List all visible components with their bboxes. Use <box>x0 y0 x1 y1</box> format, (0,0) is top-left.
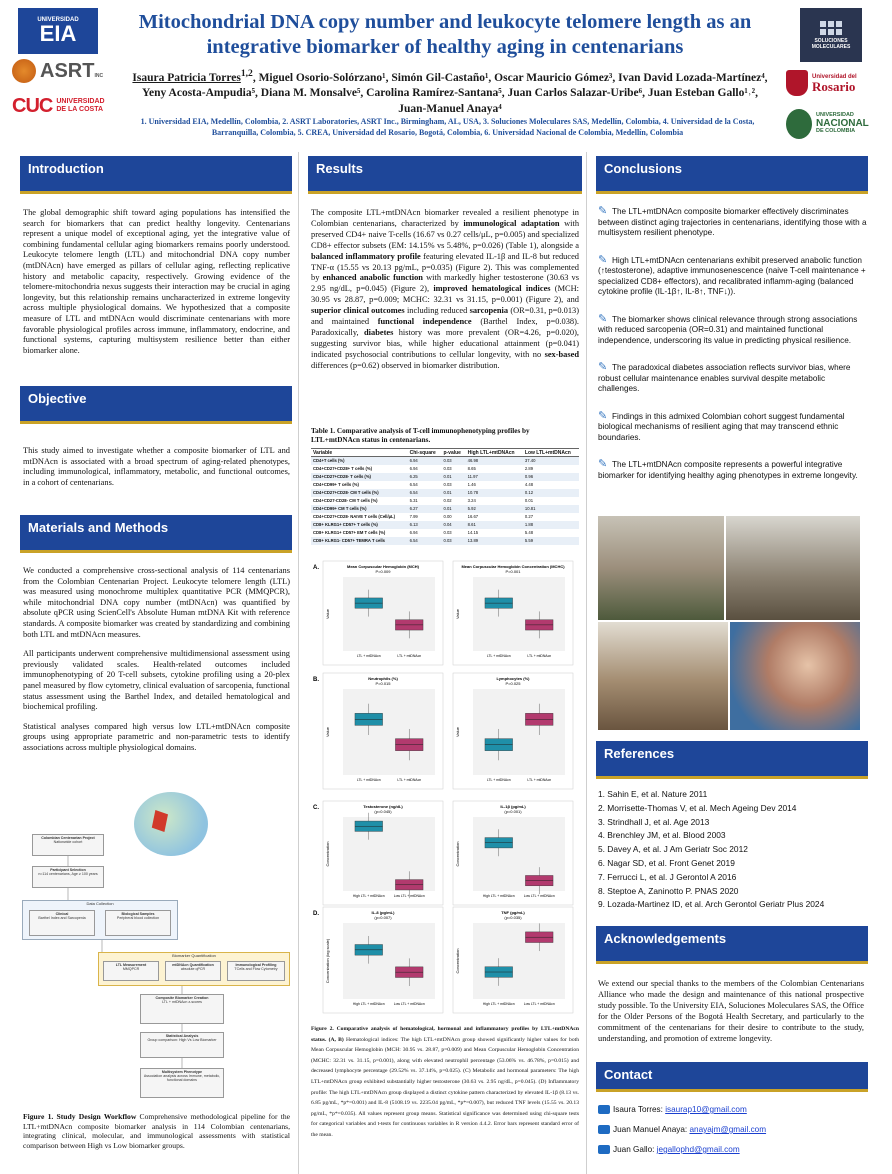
table1-header: Chi-square <box>409 449 436 456</box>
table1-cell: 8.65 <box>467 466 476 471</box>
figure2-panel-pvalue: (p=0.045) <box>374 809 392 814</box>
figure2-x-tick: LTL + mtDNAcn <box>527 778 552 782</box>
figure2-y-label: Value <box>325 609 330 619</box>
pin-icon: ✎ <box>598 458 608 470</box>
table1-cell: CD4+CD27+CD28+ T cells (%) <box>313 466 372 471</box>
flow-group-data-collection <box>22 900 178 940</box>
introduction-text: The global demographic shift toward aging populations has intensified the search for biomarkers that can predict healthy longevity. Centenarians represent a unique model of exceptional aging, yet the integrative value of combining fundamental cellular aging biomarkers remains poorly understood. Leukocyte telomere length (LTL) and mitochondrial DNA copy number (mtDNAcn) have emerged as pillars of cellular aging, reflecting replicative history and metabolic capacity, respectively. Growing evidence of the telomere-mitochondria nexus suggests their interaction may be crucial in aging longevity, but this relationship remains uncharacterized in extreme longevity across multiple physiological domains. We hypothesized that a composite measure of LTL and mtDNAcn would discriminate centenarians with more favorable physiological profiles across immune, inflammatory, endocrine, and functional systems, capturing multisystem resilience better than either biomarker alone. <box>23 208 290 355</box>
table1-cell: 6.94 <box>409 530 418 535</box>
reference-item: 5. Davey A, et al. J Am Geriatr Soc 2012 <box>598 844 748 855</box>
figure2-panel-title: TNF (pg/mL) <box>501 910 525 915</box>
figure2-plot-area <box>473 577 565 651</box>
flow-group-quantification-label: Biomarker Quantification <box>172 953 216 958</box>
table1-header: Low LTL+mtDNAcn <box>524 449 571 456</box>
flow-group-quantification <box>98 952 290 986</box>
lead-author-affil: 1,2 <box>240 68 253 79</box>
table1-cell: 13.89 <box>466 537 523 545</box>
figure2-panel-title: IL-8 (pg/mL) <box>371 910 395 915</box>
table1-cell: 1.46 <box>467 482 476 487</box>
table1-row <box>311 489 579 497</box>
conclusion-item <box>598 206 868 239</box>
lead-author: Isaura Patricia Torres <box>132 71 241 84</box>
pin-icon: ✎ <box>598 312 608 325</box>
table1-cell: 11.97 <box>466 473 523 481</box>
unal-seal-icon <box>786 109 812 139</box>
table1-cell: 10.81 <box>523 505 579 513</box>
unal-logo-top: UNIVERSIDAD <box>816 111 854 118</box>
eia-logo-top: UNIVERSIDAD <box>37 17 79 23</box>
table1-row <box>311 521 579 529</box>
rosario-logo <box>786 66 886 100</box>
flow-box-ltl <box>103 961 159 981</box>
figure2-caption <box>311 1024 579 1141</box>
poster-header <box>0 0 892 152</box>
table1-cell: 0.00 <box>443 514 452 519</box>
figure2-x-tick: LTL + mtDNAcn <box>356 778 381 782</box>
figure2-x-tick: LTL + mtDNAcn <box>486 778 511 782</box>
contact-email-link[interactable]: anayajm@gmail.com <box>689 1125 767 1134</box>
flow-box-samples-sub: Peripheral blood collection <box>116 916 160 920</box>
results-segment: history was more prevalent (OR=4.26, p=0.020), suggesting survivor bias, while higher educational attainment (p=0.041) indicated psychosocial contributions to cellular longevity, with no <box>311 327 579 359</box>
flow-box-phenotype <box>140 1068 224 1098</box>
table1-row <box>311 473 579 481</box>
table1-cell: CD4+CD27+CD28- NAIVE T cells (Cell/µL) <box>313 514 395 519</box>
unal-logo <box>786 104 886 144</box>
results-segment: (OR=0.31, p=0.013) and maintained <box>311 306 580 327</box>
table1-cell: 0.04 <box>441 521 465 529</box>
flow-box-mtdna <box>165 961 221 981</box>
methods-text <box>23 566 290 763</box>
flow-box-composite-sub: LTL + mtDNAcn z-scores <box>162 1000 202 1004</box>
figure2-y-label: Concentration (log scale) <box>325 938 330 984</box>
results-segment: (MCH: 30.95 vs 28.87, p=0.009; MCHC: 32.31 vs 31.15, p=0.001) (Figure 2), and <box>311 284 579 305</box>
table1-cell: 0.03 <box>441 457 465 465</box>
table1-cell: 6.54 <box>408 489 442 497</box>
asrt-logo-inc: INC <box>94 73 104 79</box>
figure2-svg <box>311 555 579 1015</box>
email-icon <box>598 1125 610 1134</box>
flow-box-mtdna-sub: absolute qPCR <box>180 967 206 971</box>
results-segment: differences (p=0.62) observed in biomarker distribution. <box>311 360 500 370</box>
table1-cell: 0.03 <box>441 537 465 545</box>
flow-box-cohort-title: Colombian Centenarian Project <box>41 836 95 840</box>
figure2-panel-title: Mean Corpuscular Hemoglobin (MCH) <box>346 564 420 569</box>
author-list <box>130 66 770 117</box>
section-objective: Objective <box>20 386 292 424</box>
conclusion-item <box>598 362 868 395</box>
email-icon <box>598 1105 610 1114</box>
table1-cell: CD4+CD27+CD28- T cells (%) <box>311 473 408 481</box>
results-segment: (Barthel Index, p=0.038). Paradoxically, <box>311 317 579 337</box>
table1-cell: 6.25 <box>408 473 442 481</box>
figure2-panel-label: B. <box>313 677 319 683</box>
results-highlight: sex-based <box>544 349 579 359</box>
table1-cell: 46.98 <box>466 457 523 465</box>
table1-cell: 0.27 <box>524 514 534 519</box>
table1-cell: CD4+CD99+ T cells (%) <box>313 482 359 487</box>
flow-box-mtdna-title: mtDNAcn Quantification <box>172 963 214 967</box>
table1-cell: 4.48 <box>524 482 534 487</box>
figure1-workflow <box>22 790 290 1106</box>
eia-logo-text: EIA <box>39 21 77 46</box>
methods-paragraph: All participants underwent comprehensive multidimensional assessment using previously validated scales. Health-related outcomes included immunophenotyping of 20 T-cell subsets, cytokine profiling using a 20-plex panel measured by flow cytometry, clinical evaluation of sarcopenia, functional status assessment using the Barthel Index, and detailed hematological and biochemical profiling. <box>23 649 290 712</box>
pin-icon: ✎ <box>598 409 608 422</box>
table1-cell: 0.03 <box>443 466 452 471</box>
contact-email-link[interactable]: isaurap10@gmail.com <box>665 1105 747 1114</box>
figure2-x-tick: High LTL + mtDNAcn <box>352 1002 385 1006</box>
photo-centenarian-portrait <box>730 622 860 730</box>
table1-row <box>311 537 579 545</box>
figure1-caption-title: Figure 1. Study Design Workflow <box>23 1112 137 1121</box>
table1-header: p-value <box>443 449 461 456</box>
reference-item: 8. Steptoe A, Zaninotto P. PNAS 2020 <box>598 885 739 896</box>
figure2-x-tick: LTL + mtDNAcn <box>397 654 422 658</box>
rosario-shield-icon <box>786 70 808 96</box>
contact-name: Juan Manuel Anaya: <box>613 1125 690 1134</box>
sm-logo-text: SOLUCIONES MOLECULARES <box>811 37 851 50</box>
cuc-logo-name: UNIVERSIDAD DE LA COSTA <box>56 98 105 113</box>
flow-box-composite <box>140 994 224 1024</box>
table1-cell: 16.67 <box>467 514 479 519</box>
reference-item: 4. Brenchley JM, et al. Blood 2003 <box>598 830 726 841</box>
section-references: References <box>596 741 868 779</box>
table1-cell: 6.54 <box>409 482 418 487</box>
figure2-caption-title: Figure 2. Comparative analysis of hematological, hormonal and inflammatory profiles by LTL+mtDNAcn status. (A, B) <box>311 1026 579 1043</box>
conclusions-list <box>598 206 868 497</box>
methods-paragraph: We conducted a comprehensive cross-sectional analysis of 114 centenarians from the Colombian Centenarian Project. Leukocyte telomere length (LTL) was measured using monochrome multiplex quantitative PCR (MMQPCR), while mitochondrial DNA copy number (mtDNAcn) was quantified by absolute qPCR using ScienCell's Absolute Human mtDNA Kit with reference standards. A composite biomarker was created by standardizing and combining both LTL and mtDNAcn measures. <box>23 566 290 639</box>
contact-item <box>598 1120 858 1140</box>
table1-cell: CD8+ KLRG1+ CD57+ EM T cells (%) <box>313 530 386 535</box>
table1-cell: 2.89 <box>524 466 534 471</box>
figure2-x-tick: High LTL + mtDNAcn <box>482 894 515 898</box>
photo-centenarians-group-1 <box>598 516 724 620</box>
table1-grid <box>311 448 579 545</box>
figure2-plot-area <box>343 689 435 775</box>
figure2-x-tick: LTL + mtDNAcn <box>486 654 511 658</box>
conclusion-text: The paradoxical diabetes association reflects survivor bias, where robust cellular maintenance enables survival despite metabolic challenges. <box>598 363 851 393</box>
figure2-x-tick: LTL + mtDNAcn <box>527 654 552 658</box>
flow-box-immuno-sub: TCells and Flow Cytometry <box>234 967 278 971</box>
table1-cell: 6.94 <box>408 457 442 465</box>
table1-cell: 0.96 <box>523 473 579 481</box>
table1-cell: 6.13 <box>408 521 442 529</box>
results-segment: with preserved CD4+ naive T-cells (16.67 vs 0.27 cells/μL, p=0.005) and specialized CD8+ effector subsets (EM: 14.15% vs 5.48%, p=0.026) (Table 1), alongside a <box>311 218 580 250</box>
flow-box-selection <box>32 866 104 888</box>
table1-cell: 5.92 <box>466 505 523 513</box>
figure2-panel-title: Mean Corpuscular Hemoglobin Concentration (MCHC) <box>461 564 565 569</box>
email-icon <box>598 1145 610 1154</box>
pin-icon: ✎ <box>598 205 608 217</box>
photo-centenarians-group-2 <box>726 516 860 620</box>
table1-cell: CD4+T cells (%) <box>311 457 408 465</box>
flow-box-cohort-sub: Nationwide cohort <box>53 840 83 844</box>
table1-row <box>311 505 579 513</box>
figure2-y-label: Concentration <box>325 841 330 867</box>
figure2-y-label: Value <box>325 727 330 737</box>
results-highlight: diabetes <box>364 327 394 337</box>
acknowledgements-text: We extend our special thanks to the members of the Colombian Centenarians Alliance who made the design and maintenance of this national prospective study possible. To the University EIA, Soluciones Moleculares SAS, the Office for the Older Persons of the Bogotá Health Secretary, and particularly to the commitment of the centenarians for their desire to contribute to the study, understanding, and promotion of extreme longevity. <box>598 979 864 1043</box>
table1-cell: CD4+CD27-CD28- CM T cells (%) <box>313 498 378 503</box>
figure2-caption-text: Hematological indices: The high LTL+mtDNAcn group showed significantly higher values for both Mean Corpuscular Hemoglobin (MCH: 30.95 vs. 28.87, p=0.009) and Mean Corpuscular Hemoglobin Concentration (MCHC: 32.31 vs. 31.15, p=0.001), along with elevated neutrophil percentage (53.06% vs. 46.78%, p=0.015) and decreased lymphocyte percentage (29.52% vs. 37.14%, p=0.025). (C) Metabolic and hormonal parameters: The high LTL+mtDNAcn group exhibited substantially higher testosterone (30.63 vs. 2.95 ng/dL, p=0.045). (D) Inflammatory profile: The high LTL+mtDNAcn group displayed a distinct cytokine pattern characterized by elevated IL-1β (8.13 vs. 6.85 pg/mL, *p*=0.001) and IL-8 (5108.19 vs. 2235.04 pg/mL, *p*=0.007), but reduced TNF levels (15.55 vs. 20.13 pg/mL, *p*=0.035). All values represent group means. Statistical significance was determined using chi-square tests for categorical variables and t-tests for continuous variables in R version 4.4.2. Error bars represent standard error of the mean. <box>311 1036 579 1138</box>
figure1-caption <box>23 1112 290 1150</box>
references-list <box>598 788 858 912</box>
column-divider-left <box>298 152 299 1174</box>
figure2-x-tick: Low LTL + mtDNAcn <box>523 894 555 898</box>
figure2-y-label: Concentration <box>455 948 460 974</box>
table1-cell: 14.15 <box>467 530 479 535</box>
affiliations: 1. Universidad EIA, Medellín, Colombia, 2. ASRT Laboratories, ASRT Inc., Birmingham, AL, USA, 3. Soluciones Moleculares SAS, Medellín, Colombia, 4. Universidad de la Costa, Barranquilla, Colombia, 5. CREA, Universidad del Rosario, Bogotá, Colombia, 6. Universidad Nacional de Colombia, Medellín, Colombia <box>140 117 755 137</box>
flow-box-phenotype-title: Multisystem Phenotype <box>161 1070 203 1074</box>
table1-cell: CD4+CD99+ CM T cells (%) <box>311 505 408 513</box>
conclusion-text: Findings in this admixed Colombian cohort suggest fundamental biological mechanisms of resilient aging that may transcend ethnic boundaries. <box>598 411 845 442</box>
table1-header: Variable <box>313 449 333 456</box>
figure2-x-tick: High LTL + mtDNAcn <box>352 894 385 898</box>
methods-paragraph: Statistical analyses compared high versus low LTL+mtDNAcn composite groups using appropriate parametric and non-parametric tests to identify associations across multiple physiological domains. <box>23 721 290 752</box>
section-contact: Contact <box>596 1062 868 1092</box>
results-text <box>311 208 579 372</box>
reference-item: 2. Morrisette-Thomas V, et al. Mech Ageing Dev 2014 <box>598 802 797 813</box>
figure2-panel-title: IL-1β (pg/mL) <box>500 804 526 809</box>
table1-header: High LTL+mtDNAcn <box>467 449 515 456</box>
figure2-panel-pvalue: (p=0.007) <box>374 915 392 920</box>
figure2-panel-label: A. <box>313 565 319 571</box>
figure2-panel-pvalue: (p=0.035) <box>504 915 522 920</box>
sm-grid-icon <box>820 21 842 35</box>
conclusion-item <box>598 255 868 298</box>
figure2-plot-area <box>473 689 565 775</box>
reference-item: 7. Ferrucci L, et al. J Gerontol A 2016 <box>598 871 737 882</box>
figure2-plot-area <box>343 923 435 999</box>
rosario-logo-text: Rosario <box>812 78 856 94</box>
photo-centenarians-group-3 <box>598 622 728 730</box>
figure2-panel-pvalue: P=0.025 <box>505 681 521 686</box>
reference-item: 3. Strindhall J, et al. Age 2013 <box>598 816 710 827</box>
table1-row <box>311 497 579 505</box>
rosario-logo-top: Universidad del <box>812 73 857 80</box>
reference-item: 1. Sahin E, et al. Nature 2011 <box>598 789 708 799</box>
asrt-logo-text: ASRT <box>40 59 95 82</box>
flow-box-ltl-sub: MMQPCR <box>122 967 140 971</box>
flow-box-clinical-title: Clinical <box>55 912 69 916</box>
figure2-panel-title: Neutrophils (%) <box>368 676 398 681</box>
table1-cell: 0.01 <box>441 473 465 481</box>
figure2-x-tick: Low LTL + mtDNAcn <box>523 1002 555 1006</box>
flow-box-phenotype-sub: Association analysis across Immune, metabolic, functional domains <box>143 1074 221 1082</box>
figure2-panel-pvalue: (p=0.001) <box>504 809 522 814</box>
table1-cell: 0.01 <box>441 505 465 513</box>
column-divider-right <box>586 152 587 1174</box>
figure2-panel-pvalue: P=0.009 <box>375 569 391 574</box>
reference-item: 9. Lozada-Martinez ID, et al. Arch Gerontol Geriatr Plus 2024 <box>598 899 825 910</box>
flow-box-cohort <box>32 834 104 856</box>
results-highlight: superior clinical outcomes <box>311 306 405 316</box>
co-authors: , Miguel Osorio-Solórzano¹, Simón Gil-Castaño¹, Oscar Mauricio Gómez³, Ivan David Lozada-Martínez⁴, Yeny Acosta-Ampudia⁵, Diana M. Monsalve⁵, Carolina Ramírez-Santana⁵, Juan Carlos Salazar-Uribe⁶, Juan Esteban Gallo¹˒², Juan-Manuel Anaya⁴ <box>142 71 768 115</box>
table1-cell: 8.61 <box>466 521 523 529</box>
cuc-logo-text: CUC <box>12 94 53 117</box>
table1-cell: 0.02 <box>443 498 452 503</box>
figure2-x-tick: Low LTL + mtDNAcn <box>393 894 425 898</box>
table1-cell: 0.01 <box>524 498 534 503</box>
pin-icon: ✎ <box>598 361 608 373</box>
table1-cell: 3.24 <box>467 498 476 503</box>
table1-cell: 0.12 <box>523 489 579 497</box>
flow-box-immuno <box>227 961 285 981</box>
flow-box-immuno-title: Immunological Profiling <box>235 963 277 967</box>
table1-cell: 0.03 <box>443 482 452 487</box>
figure2-panel-pvalue: P=0.015 <box>375 681 391 686</box>
results-segment: including reduced <box>404 306 470 316</box>
flow-box-samples-title: Biological Samples <box>121 912 155 916</box>
flow-box-statistics-title: Statistical Analysis <box>165 1034 199 1038</box>
table1-cell: CD8+ KLRG1+ CD57+ T cells (%) <box>311 521 408 529</box>
table1-cell: 5.31 <box>409 498 418 503</box>
conclusion-item <box>598 314 868 347</box>
flow-box-samples <box>105 910 171 936</box>
flow-box-selection-title: Participant Selection <box>50 868 86 872</box>
table1-row <box>311 457 579 465</box>
conclusion-text: The LTL+mtDNAcn composite represents a powerful integrative biomarker for identifying healthy aging phenotypes in extreme longevity. <box>598 460 858 480</box>
table1-cell: 1.88 <box>523 521 579 529</box>
flow-box-statistics <box>140 1032 224 1058</box>
conclusion-text: The LTL+mtDNAcn composite biomarker effectively discriminates between distinct aging trajectories in centenarians, identifying those with a multisystem resilient phenotype. <box>598 207 867 237</box>
unal-logo-bottom: DE COLOMBIA <box>816 128 856 135</box>
table1-cell: 37.40 <box>523 457 579 465</box>
table1-cell: 5.48 <box>524 530 534 535</box>
figure2-x-tick: LTL + mtDNAcn <box>356 654 381 658</box>
cuc-logo <box>12 94 116 118</box>
results-highlight: enhanced anabolic function <box>322 273 423 283</box>
contact-email-link[interactable]: jegallophd@gmail.com <box>656 1145 740 1154</box>
section-methods: Materials and Methods <box>20 515 292 553</box>
table1-cell: 6.27 <box>408 505 442 513</box>
objective-text: This study aimed to investigate whether a composite biomarker of LTL and mtDNAcn is associated with a broad spectrum of aging-related phenotypes, including immunological, inflammatory, metabolic, and functional outcomes, in a cohort of centenarians. <box>23 446 290 487</box>
unal-logo-text: NACIONAL <box>816 117 869 129</box>
flow-box-statistics-sub: Group comparison: High Vs Low Biomarker <box>147 1038 217 1042</box>
contact-item <box>598 1140 858 1160</box>
table1-row <box>311 481 579 489</box>
figure2-x-tick: Low LTL + mtDNAcn <box>393 1002 425 1006</box>
results-highlight: improved hematological indices <box>433 284 551 294</box>
table1-cell: CD4+CD27+CD28- CM T cells (%) <box>311 489 408 497</box>
results-highlight: functional independence <box>377 317 472 327</box>
figure2-panel-title: Lymphocytes (%) <box>496 676 530 681</box>
flow-box-composite-title: Composite Biomarker Creation <box>155 996 209 1000</box>
table1-cell: 10.78 <box>466 489 523 497</box>
figure2 <box>311 555 579 1015</box>
table1-cell: 0.01 <box>441 489 465 497</box>
table1-row <box>311 529 579 537</box>
table1-row <box>311 513 579 521</box>
contact-item <box>598 1100 858 1120</box>
table1-cell: 0.03 <box>443 530 452 535</box>
figure2-x-tick: High LTL + mtDNAcn <box>482 1002 515 1006</box>
section-acknowledgements: Acknowledgements <box>596 926 868 964</box>
figure2-y-label: Value <box>455 727 460 737</box>
flow-box-clinical <box>29 910 95 936</box>
results-segment: with markedly higher testosterone (30.63 vs 2.95 ng/dL, p=0.045) (Figure 2), <box>311 273 580 294</box>
figure2-y-label: Concentration <box>455 841 460 867</box>
section-results: Results <box>308 156 582 194</box>
contact-name: Isaura Torres: <box>613 1105 666 1114</box>
conclusion-text: High LTL+mtDNAcn centenarians exhibit preserved anabolic function (↑testosterone), adaptive immunosenescence (naive T-cell maintenance + specialized CD8+ effectors), and recalibrated inflamm-aging (balanced cytokine profile (IL-1β↑, IL-8↑, TNF↓)). <box>598 255 866 296</box>
asrt-emblem-icon <box>12 59 36 83</box>
figure1-caption-text: Comprehensive methodological pipeline for the LTL+mtDNAcn composite biomarker analysis in 114 Colombian centenarians, integrating clinical, molecular, and immunological assessments with statistical comparison between High vs Low biomarker groups. <box>23 1112 290 1150</box>
conclusion-text: The biomarker shows clinical relevance through strong associations with reduced sarcopenia (OR=0.31) and maintained functional independence, underscoring its value in predicting physical resilience. <box>598 314 858 345</box>
figure2-x-tick: LTL + mtDNAcn <box>397 778 422 782</box>
flow-box-ltl-title: LTL Measurement <box>115 963 147 967</box>
table1-cell: 7.99 <box>409 514 418 519</box>
figure2-plot-area <box>343 577 435 651</box>
contact-list <box>598 1100 858 1160</box>
eia-logo <box>18 8 98 54</box>
figure2-y-label: Value <box>455 609 460 619</box>
results-segment: The composite LTL+mtDNAcn biomarker revealed a resilient phenotype in Colombian centenarians, characterized by <box>311 208 579 228</box>
flow-group-data-collection-label: Data Collection <box>86 901 114 906</box>
results-segment: featuring elevated IL-1β and IL-8 but reduced TNF-α (15.55 vs 20.13 pg/mL, p=0.035) (Figure 2). This was complemented by <box>311 251 579 283</box>
table1-cell: 6.54 <box>408 537 442 545</box>
flow-box-selection-sub: n=114 centenarians, Age ≥ 100 years <box>38 872 98 876</box>
soluciones-moleculares-logo <box>800 8 862 62</box>
conclusion-item <box>598 459 868 481</box>
asrt-logo <box>12 56 112 86</box>
section-conclusions: Conclusions <box>596 156 868 194</box>
results-highlight: immunological adaptation <box>463 218 560 228</box>
conclusion-item <box>598 411 868 444</box>
table1-cell: 6.94 <box>409 466 418 471</box>
results-highlight: balanced inflammatory profile <box>311 251 421 261</box>
figure2-panel-label: D. <box>313 911 319 917</box>
figure2-panel-title: Testosterone (ng/dL) <box>363 804 403 809</box>
results-highlight: sarcopenia <box>469 306 509 316</box>
figure2-panel-label: C. <box>313 805 319 811</box>
table1-cell: 5.59 <box>523 537 579 545</box>
section-introduction: Introduction <box>20 156 292 194</box>
table1 <box>311 448 579 545</box>
poster-title: Mitochondrial DNA copy number and leukocyte telomere length as an integrative biomarker of healthy aging in centenarians <box>138 11 752 58</box>
reference-item: 6. Nagar SD, et al. Front Genet 2019 <box>598 857 735 868</box>
contact-name: Juan Gallo: <box>613 1145 657 1154</box>
flow-box-clinical-sub: Barthel Index and Sarcopenia <box>38 916 86 920</box>
table1-caption: Table 1. Comparative analysis of T-cell immunophenotyping profiles by LTL+mtDNAcn status in centenarians. <box>311 427 530 444</box>
pin-icon: ✎ <box>598 253 608 266</box>
figure2-panel-pvalue: P=0.001 <box>505 569 521 574</box>
table1-cell: CD8+ KLRG1- CD57+ TEMRA T cells <box>311 537 408 545</box>
table1-row <box>311 465 579 473</box>
